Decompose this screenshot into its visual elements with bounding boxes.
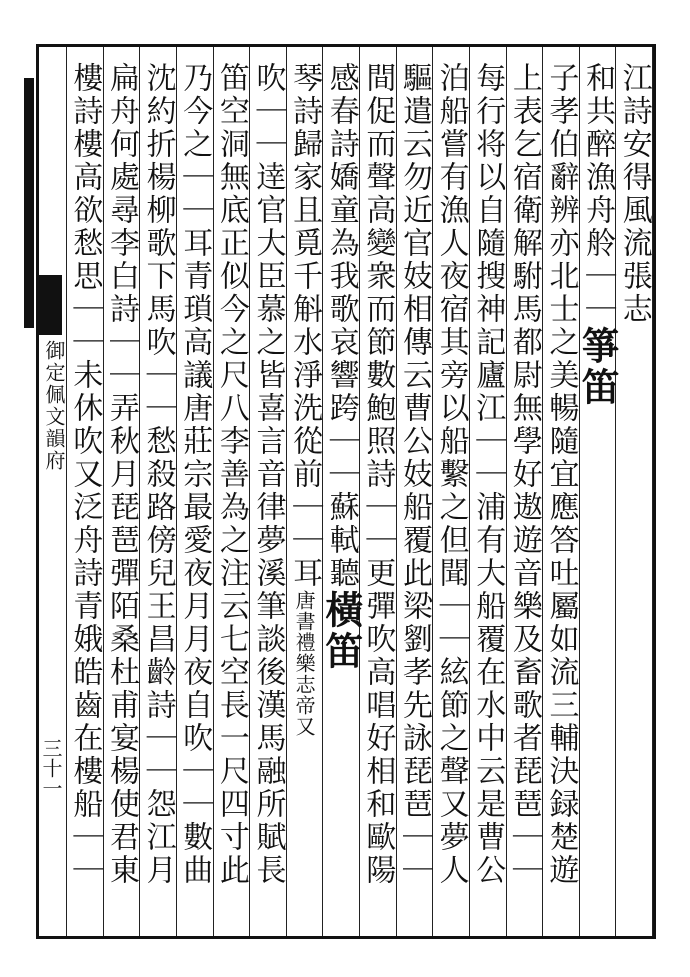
text-segment: 笛空洞無底正似今之尺八李善為之注云七空長一尺四寸此 xyxy=(213,62,249,887)
text-segment: 扁舟何處尋李白詩｜｜弄秋月琵琶彈陌桑杜甫宴楊使君東 xyxy=(103,62,139,887)
text-segment: 每行将以自隨搜神記廬江｜｜浦有大船覆在水中云是曹公 xyxy=(470,62,506,887)
text-segment: 吹｜｜逹官大臣慕之皆喜言音律夢溪筆談後漢馬融所賦長 xyxy=(250,62,286,887)
page-border-top xyxy=(36,44,656,47)
entry-heading: 橫笛 xyxy=(318,590,364,672)
text-segment: 驅遣云勿近官妓相傳云曹公妓船覆此梁劉孝先詠琵琶｜｜ xyxy=(396,62,432,887)
page-border-left xyxy=(36,44,39,939)
fishtail-block xyxy=(36,275,62,335)
text-segment: 沈約折楊柳歌下馬吹｜｜愁殺路傍兒王昌齡詩｜｜怨江月 xyxy=(140,62,176,887)
book-title: 御定佩文韻府 xyxy=(42,340,66,472)
text-segment: 樓詩樓高欲愁思｜｜未休吹又泛舟詩青娥皓齒在樓船｜｜ xyxy=(67,62,103,887)
text-segment: 子孝伯辭辨亦北士之美暢隨宜應答吐屬如流三輔決録楚遊 xyxy=(543,62,579,887)
page-border-bottom xyxy=(36,936,656,939)
fishtail-mark xyxy=(24,78,34,328)
text-segment: 間促而聲高變衆而節數鮑照詩｜｜更彈吹高唱好相和歐陽 xyxy=(360,62,396,887)
text-segment: 唐書禮樂志帝又 xyxy=(292,590,317,737)
entry-heading: 箏笛 xyxy=(575,326,621,408)
text-segment: 和共醉漁舟舲｜｜ xyxy=(580,62,616,326)
text-column xyxy=(59,62,109,932)
text-segment: 上表乞宿衛解駙馬都尉無學好遨遊音樂及畜歌者琵琶｜｜ xyxy=(506,62,542,887)
text-segment: 江詩安得風流張志 xyxy=(616,62,652,326)
text-segment: 乃今之｜｜耳青瑣高議唐莊宗最愛夜月月夜自吹｜｜數曲 xyxy=(177,62,213,887)
text-segment: 琴詩歸家且覓千斛水淨洗從前｜｜耳 xyxy=(287,62,323,590)
page-number: 三十一 xyxy=(39,738,63,798)
text-segment: 泊船嘗有漁人夜宿其旁以船繫之但聞｜｜絃節之聲又夢人 xyxy=(433,62,469,887)
text-segment: 感春詩嬌童為我歌哀響跨｜｜蘇軾聽 xyxy=(323,62,359,590)
